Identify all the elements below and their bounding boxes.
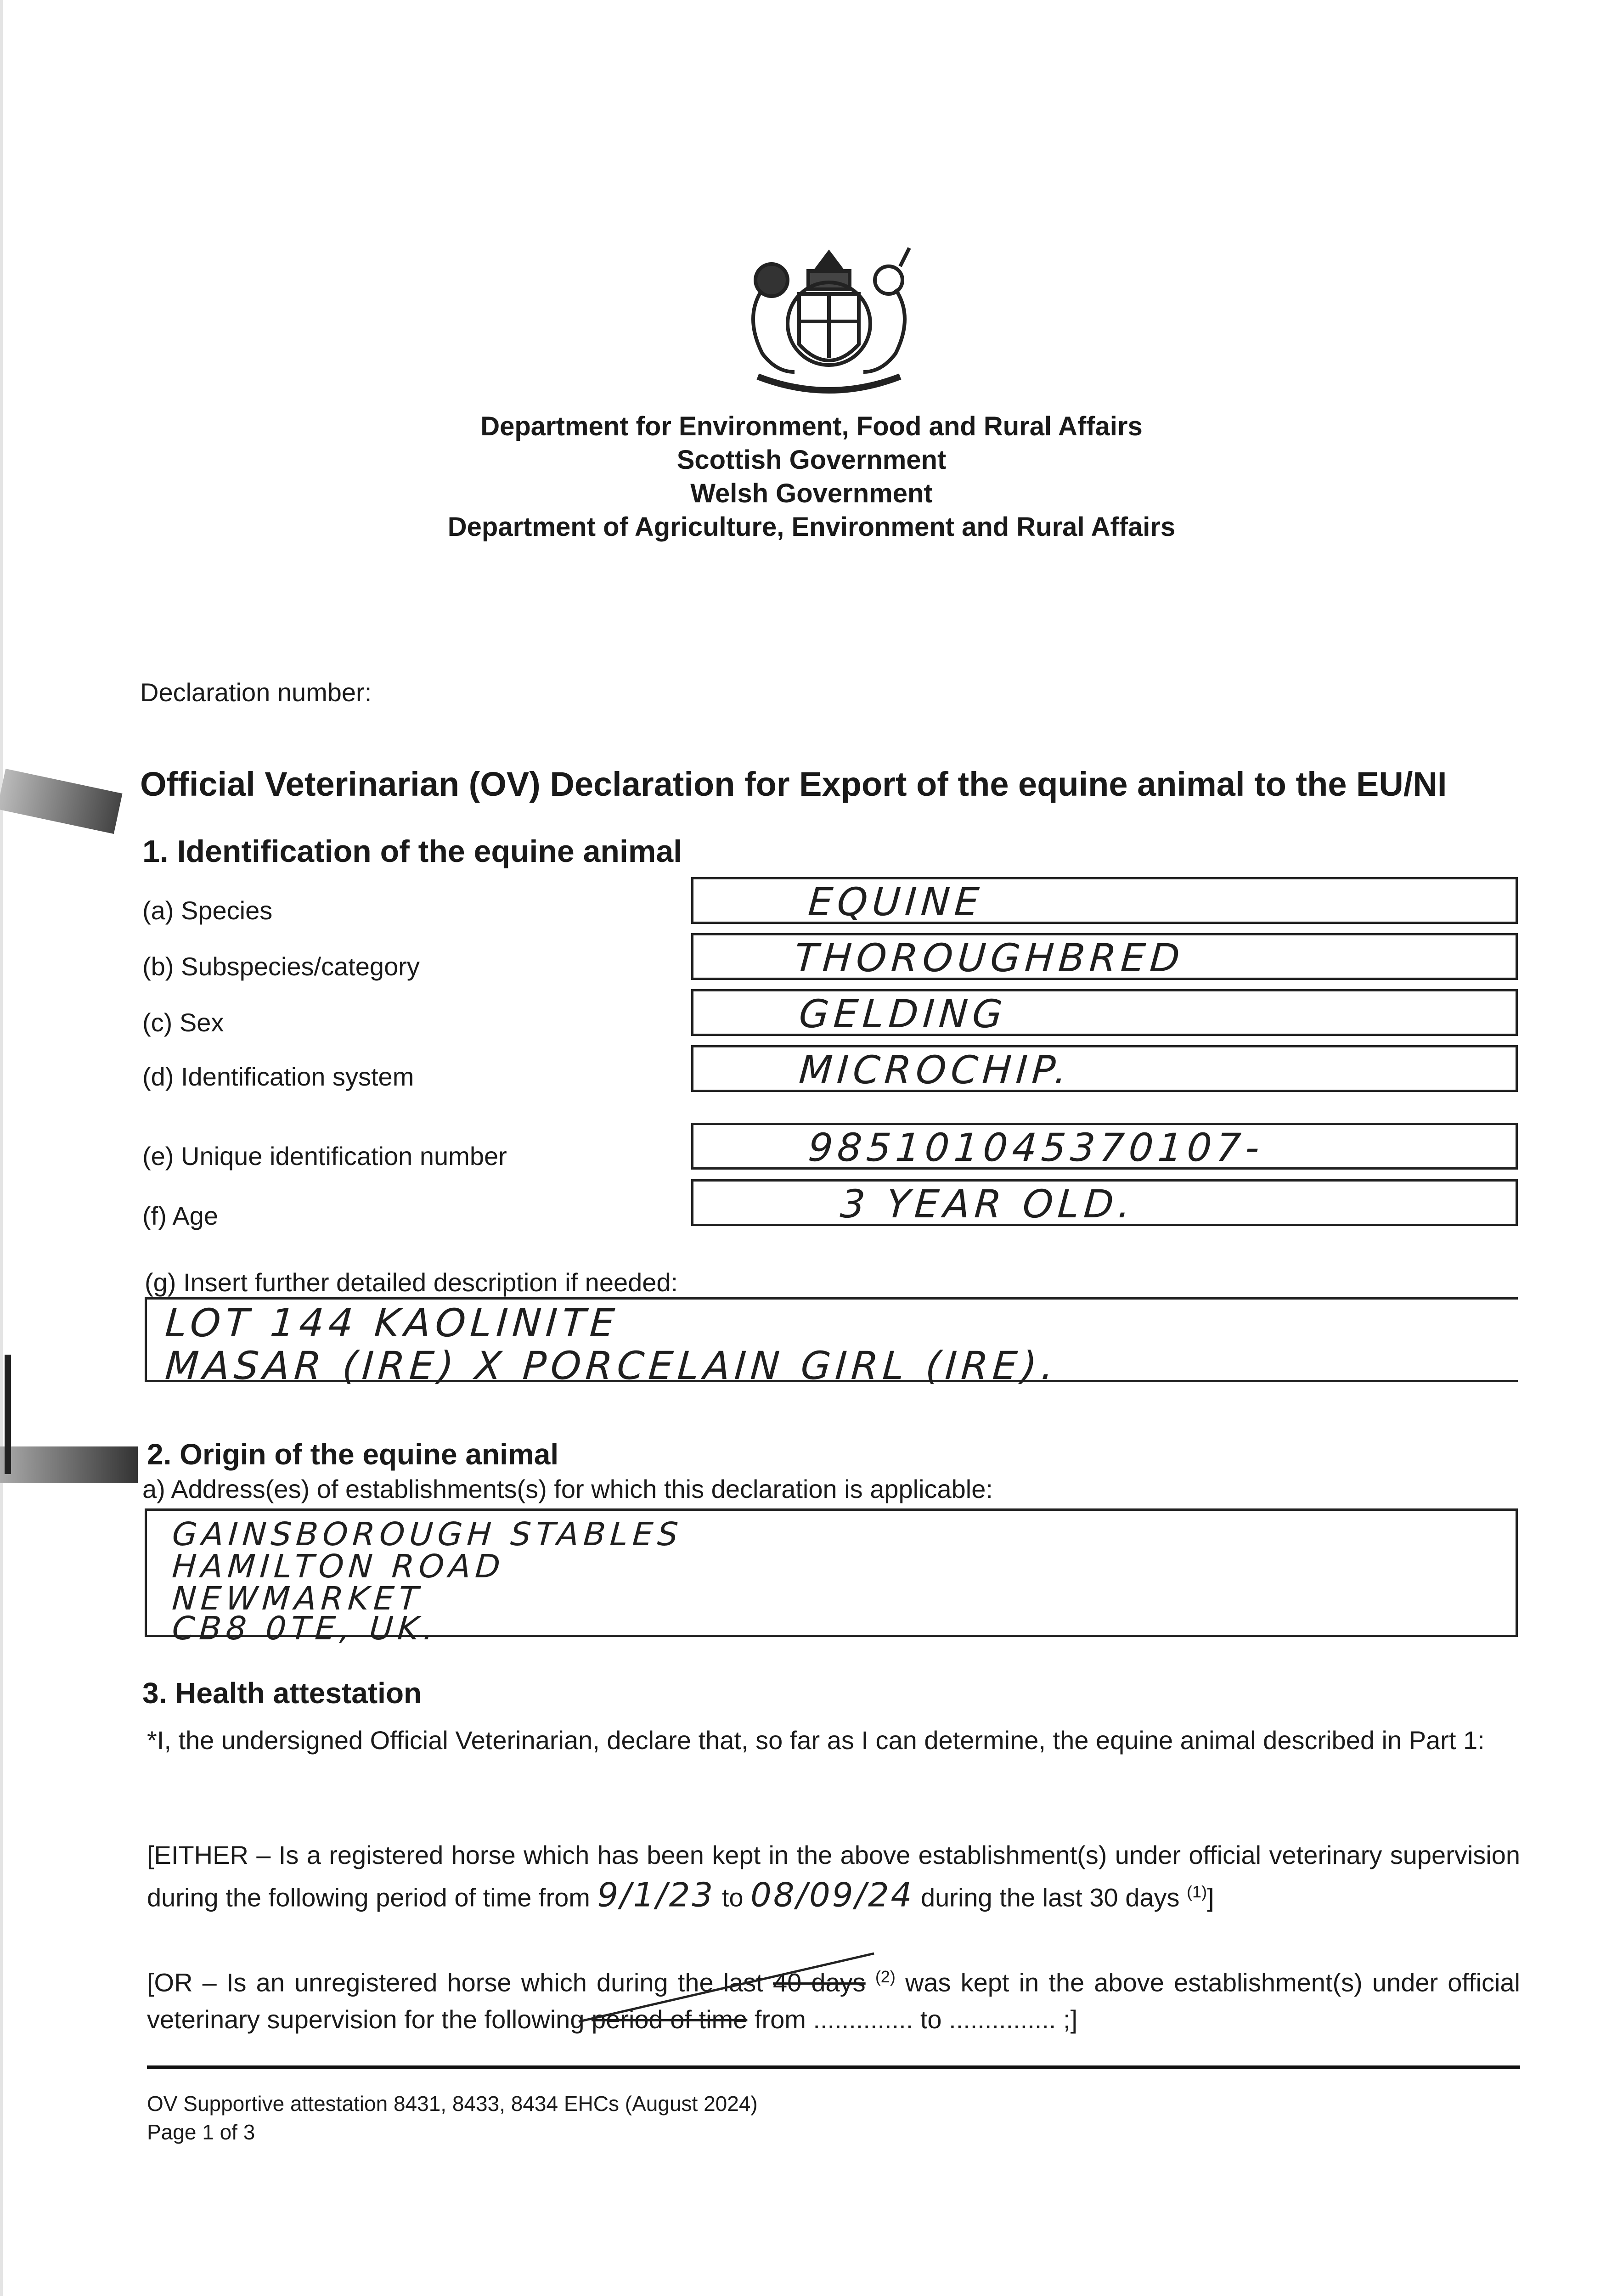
species-value: EQUINE bbox=[806, 879, 985, 924]
field-label-age: (f) Age bbox=[142, 1201, 218, 1230]
either-text-end: during the last 30 days bbox=[921, 1883, 1180, 1912]
department-scottish-gov: Scottish Government bbox=[676, 445, 947, 475]
declaration-number-label: Declaration number: bbox=[140, 678, 372, 707]
or-footnote: (2) bbox=[875, 1967, 896, 1986]
footer-page-number: Page 1 of 3 bbox=[147, 2120, 255, 2144]
id-system-value: MICROCHIP. bbox=[797, 1047, 1073, 1092]
either-from-date: 9/1/23 bbox=[597, 1875, 715, 1914]
either-text: [EITHER – Is a registered horse which has been kept in the above establishment(s) under official veterinary supervision during the following period of time from bbox=[147, 1840, 1520, 1912]
address-line1: GAINSBOROUGH STABLES bbox=[171, 1515, 684, 1553]
staple-mark bbox=[0, 1446, 138, 1483]
further-description-line1: LOT 144 KAOLINITE bbox=[163, 1300, 621, 1345]
address-line3: NEWMARKET bbox=[171, 1580, 424, 1617]
department-welsh-gov: Welsh Government bbox=[690, 478, 933, 508]
department-daera: Department of Agriculture, Environment and Rural Affairs bbox=[447, 512, 1176, 542]
field-label-uid: (e) Unique identification number bbox=[142, 1142, 507, 1171]
or-clause bbox=[147, 1958, 1520, 2038]
section1-heading: 1. Identification of the equine animal bbox=[142, 834, 682, 869]
age-value: 3 YEAR OLD. bbox=[839, 1182, 1137, 1227]
or-text-end: from .............. to ............... ;] bbox=[754, 2004, 1078, 2034]
either-bracket: ] bbox=[1207, 1883, 1214, 1912]
either-to-date: 08/09/24 bbox=[750, 1875, 914, 1914]
royal-coat-of-arms-icon bbox=[730, 243, 928, 404]
section3-heading: 3. Health attestation bbox=[142, 1677, 422, 1710]
sex-value: GELDING bbox=[797, 991, 1009, 1036]
further-description-rule bbox=[145, 1297, 1518, 1300]
scan-edge bbox=[0, 0, 3, 2296]
page-title: Official Veterinarian (OV) Declaration for Export of the equine animal to the EU/NI bbox=[140, 765, 1447, 803]
or-days-struck: 40 days bbox=[772, 1968, 866, 1997]
footer-rule bbox=[147, 2065, 1520, 2069]
field-label-sex: (c) Sex bbox=[142, 1008, 224, 1037]
either-footnote: (1) bbox=[1187, 1882, 1207, 1901]
field-label-species: (a) Species bbox=[142, 896, 273, 925]
department-defra: Department for Environment, Food and Rural Affairs bbox=[480, 411, 1143, 441]
either-to-word: to bbox=[721, 1883, 744, 1912]
scan-edge-mark bbox=[5, 1355, 11, 1474]
further-description-line2: MASAR (IRE) X PORCELAIN GIRL (IRE). bbox=[163, 1343, 1060, 1388]
or-text-mid: was kept in the above establishment(s) under official veterinary supervision for the following bbox=[147, 1968, 1520, 2034]
staple-mark bbox=[0, 769, 123, 834]
address-line4: CB8 0TE, UK. bbox=[171, 1609, 440, 1647]
section3-intro: *I, the undersigned Official Veterinarian, declare that, so far as I can determine, the equine animal described in Part 1: bbox=[147, 1726, 1485, 1755]
either-clause bbox=[147, 1837, 1520, 1916]
further-description-label: (g) Insert further detailed description if needed: bbox=[145, 1268, 678, 1297]
or-text: [OR – Is an unregistered horse which during the last bbox=[147, 1968, 763, 1997]
further-description-border bbox=[145, 1297, 147, 1380]
address-label: a) Address(es) of establishments(s) for which this declaration is applicable: bbox=[142, 1474, 993, 1503]
field-label-subspecies: (b) Subspecies/category bbox=[142, 952, 420, 981]
uid-value: 985101045370107- bbox=[806, 1125, 1266, 1170]
subspecies-value: THOROUGHBRED bbox=[793, 935, 1186, 980]
footer-attestation: OV Supportive attestation 8431, 8433, 8434 EHCs (August 2024) bbox=[147, 2092, 758, 2116]
field-label-id-system: (d) Identification system bbox=[142, 1062, 414, 1091]
address-line2: HAMILTON ROAD bbox=[171, 1548, 506, 1585]
section2-heading: 2. Origin of the equine animal bbox=[147, 1438, 559, 1471]
or-period-struck: period of time bbox=[592, 2004, 748, 2034]
